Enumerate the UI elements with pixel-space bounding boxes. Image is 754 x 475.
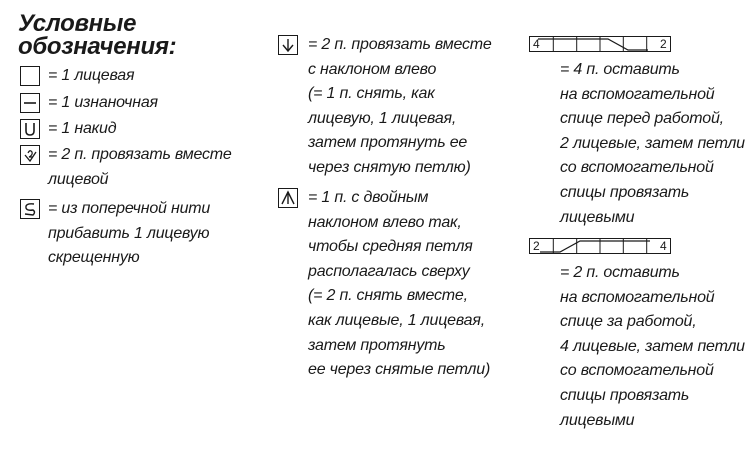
diagonal-hook-icon [20, 145, 40, 165]
legend-title [18, 12, 176, 58]
legend-text-cable-back-4: со вспомогательной [560, 362, 714, 380]
legend-text-cable-back-1: на вспомогательной [560, 288, 715, 306]
legend-text-cable-front-2: спице перед работой, [560, 110, 724, 128]
legend-text-cable-front-0: = 4 п. оставить [560, 61, 680, 78]
legend-entry-cdd [278, 186, 490, 383]
legend-text-ssk-5: через снятую петлю) [308, 158, 471, 176]
legend-text-cable-back-3: 4 лицевые, затем петли [560, 337, 745, 355]
legend-text-cdd-5: как лицевые, 1 лицевая, [308, 311, 485, 329]
legend-text-m1-1: прибавить 1 лицевую [48, 224, 210, 242]
cable-front-chart [529, 36, 671, 52]
arrow-up-icon [278, 188, 298, 208]
legend-text-m1-0: = из поперечной нити [48, 200, 211, 217]
legend-entry-purl [20, 91, 158, 116]
legend-text-k2tog-0: = 2 п. провязать вместе [48, 146, 232, 163]
legend-text-ssk-0: = 2 п. провязать вместе [308, 36, 492, 53]
horizontal-line-icon [20, 93, 40, 113]
legend-text-cable-front-1: на вспомогательной [560, 85, 715, 103]
cable-back-right-number: 4 [660, 239, 667, 253]
legend-text-cable-back-6: лицевыми [560, 411, 635, 429]
legend-text-purl: = 1 изнаночная [48, 94, 158, 111]
legend-text-m1-2: скрещенную [48, 249, 140, 267]
legend-entry-knit [20, 64, 134, 89]
legend-text-ssk-4: затем протянуть ее [308, 134, 468, 152]
legend-title-line2: обозначения: [18, 33, 177, 60]
legend-text-knit: = 1 лицевая [48, 67, 135, 84]
cable-back-left-number: 2 [533, 239, 540, 253]
legend-text-cdd-6: затем протянуть [308, 336, 446, 354]
legend-text-yarnover: = 1 накид [48, 120, 117, 137]
cable-front-left-number: 4 [533, 37, 540, 51]
cable-front-right-number: 2 [660, 37, 667, 51]
legend-text-cdd-1: наклоном влево так, [308, 213, 462, 231]
s-curve-icon [20, 199, 40, 219]
legend-title-line1: Условные [18, 10, 137, 37]
cable-back-chart [529, 238, 671, 254]
legend-text-cable-front-6: лицевыми [560, 208, 635, 226]
legend-text-cdd-0: = 1 п. с двойным [308, 189, 429, 206]
legend-entry-m1 [20, 197, 210, 271]
legend-text-cdd-4: (= 2 п. снять вместе, [308, 287, 468, 305]
u-shape-icon [20, 119, 40, 139]
legend-text-ssk-3: лицевую, 1 лицевая, [308, 109, 457, 127]
legend-entry-k2tog [20, 143, 232, 192]
legend-text-k2tog-1: лицевой [48, 170, 109, 188]
legend-text-cable-back-2: спице за работой, [560, 313, 697, 331]
legend-text-cable-back [560, 261, 745, 433]
legend-text-cdd-7: ее через снятые петли) [308, 361, 491, 379]
legend-text-cable-back-0: = 2 п. оставить [560, 264, 680, 281]
legend-text-cdd-2: чтобы средняя петля [308, 238, 473, 256]
legend-entry-yarnover [20, 117, 116, 142]
legend-text-cable-front [560, 58, 745, 230]
legend-text-cable-front-4: со вспомогательной [560, 159, 714, 177]
legend-text-cable-back-5: спицы провязать [560, 386, 690, 404]
arrow-down-icon [278, 35, 298, 55]
legend-text-cable-front-3: 2 лицевые, затем петли [560, 134, 745, 152]
legend-entry-ssk [278, 33, 492, 181]
legend-text-cdd-3: располагалась сверху [308, 262, 470, 280]
legend-text-ssk-1: с наклоном влево [308, 60, 437, 78]
empty-square-icon [20, 66, 40, 86]
legend-text-ssk-2: (= 1 п. снять, как [308, 85, 435, 103]
legend-text-cable-front-5: спицы провязать [560, 183, 690, 201]
